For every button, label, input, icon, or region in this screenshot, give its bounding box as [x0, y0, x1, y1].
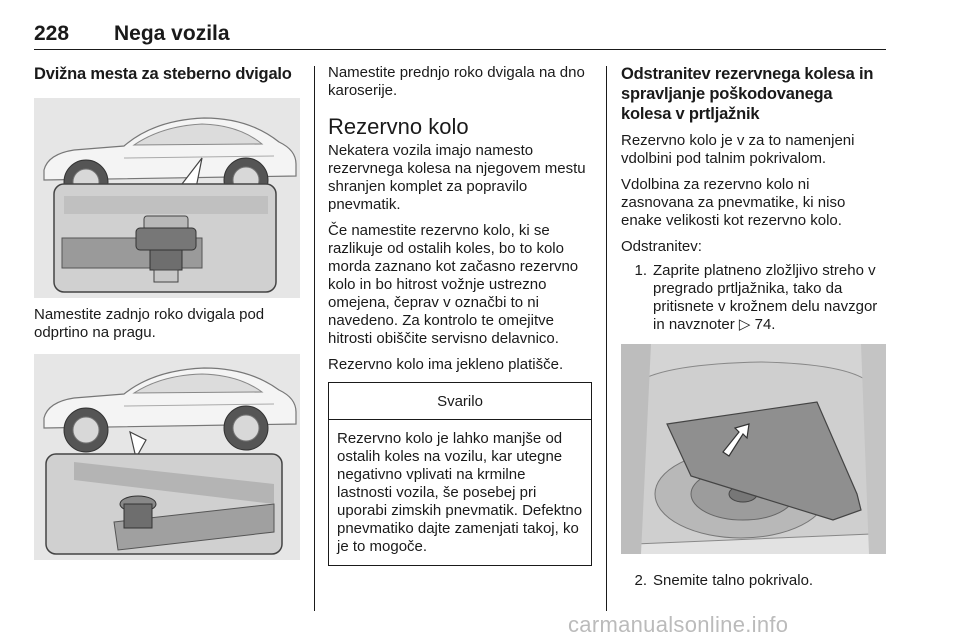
front-lift-instruction: Namestite prednjo roko dvigala na dno karoserije.: [328, 64, 585, 99]
warning-box: [328, 382, 592, 566]
removal-p3: Odstranitev:: [621, 238, 702, 255]
spare-wheel-p3: Rezervno kolo ima jekleno platišče.: [328, 356, 564, 373]
chapter-title: Nega vozila: [114, 22, 230, 45]
front-lift-point-figure: [34, 354, 300, 560]
watermark: carmanualsonline.info: [568, 612, 789, 637]
step-2-text: Snemite talno pokrivalo.: [653, 572, 814, 589]
removal-p2: Vdolbina za rezervno kolo ni zasnovana za pnevmatike, ki niso enake velikosti kot rezervno kolo.: [621, 176, 846, 229]
spare-wheel-title: Rezervno kolo: [328, 114, 469, 139]
rear-lift-point-figure: [34, 98, 300, 298]
step-number: 1.: [634, 262, 647, 279]
step-number: 2.: [634, 572, 647, 589]
warning-title: Svarilo: [329, 383, 591, 420]
removal-p1: Rezervno kolo je v za to namenjeni vdolbini pod talnim pokrivalom.: [621, 132, 855, 167]
rear-lift-caption: Namestite zadnjo roko dvigala pod odprtino na pragu.: [34, 306, 265, 341]
spare-wheel-p2: Če namestite rezervno kolo, ki se razlikuje od ostalih koles, bo to kolo morda zaznano kot začasno rezervno kolo in bo hitrost vožnje ustrezno omejena, čeprav v označbi to ni navedeno. Za kontrolo te omejitve hitrosti obiščite servisno delavnico.: [328, 222, 579, 347]
warning-body: Rezervno kolo je lahko manjše od ostalih koles na vozilu, kar utegne negativno vplivati na krmilne lastnosti vozila, še posebej pri uporabi zimskih pnevmatik. Defektno pnevmatiko dajte zamenjati takoj, ko je to mogoče.: [337, 430, 583, 555]
trunk-floor-figure: [621, 344, 886, 554]
page-reference-icon: ▷: [738, 316, 751, 333]
step-text: Zaprite platneno zložljivo streho v pregrado prtljažnika, tako da pritisnete v krožnem delu navzgor in navznoter ▷ 74.: [653, 262, 878, 333]
page-header: [34, 22, 886, 52]
step-1-text: Zaprite platneno zložljivo streho v pregrado prtljažnika, tako da pritisnete v krožnem delu navzgor in navznoter: [653, 262, 878, 333]
spare-wheel-p1: Nekatera vozila imajo namesto rezervnega kolesa na njegovem mestu shranjen komplet za popravilo pnevmatik.: [328, 142, 586, 213]
lift-points-heading: Dvižna mesta za steberno dvigalo: [34, 65, 292, 83]
column-1: [34, 64, 300, 560]
page-reference[interactable]: 74: [754, 316, 772, 333]
column-divider: [606, 66, 607, 611]
page-number: 228: [34, 22, 70, 45]
column-3: [621, 64, 886, 590]
column-divider: [314, 66, 315, 611]
column-2: [328, 64, 592, 566]
step-1: [621, 262, 886, 334]
removal-heading: Odstranitev rezervnega kolesa in spravljanje poškodovanega kolesa v prtljažnik: [621, 65, 874, 123]
step-2: [621, 572, 886, 590]
header-rule: [34, 49, 886, 50]
